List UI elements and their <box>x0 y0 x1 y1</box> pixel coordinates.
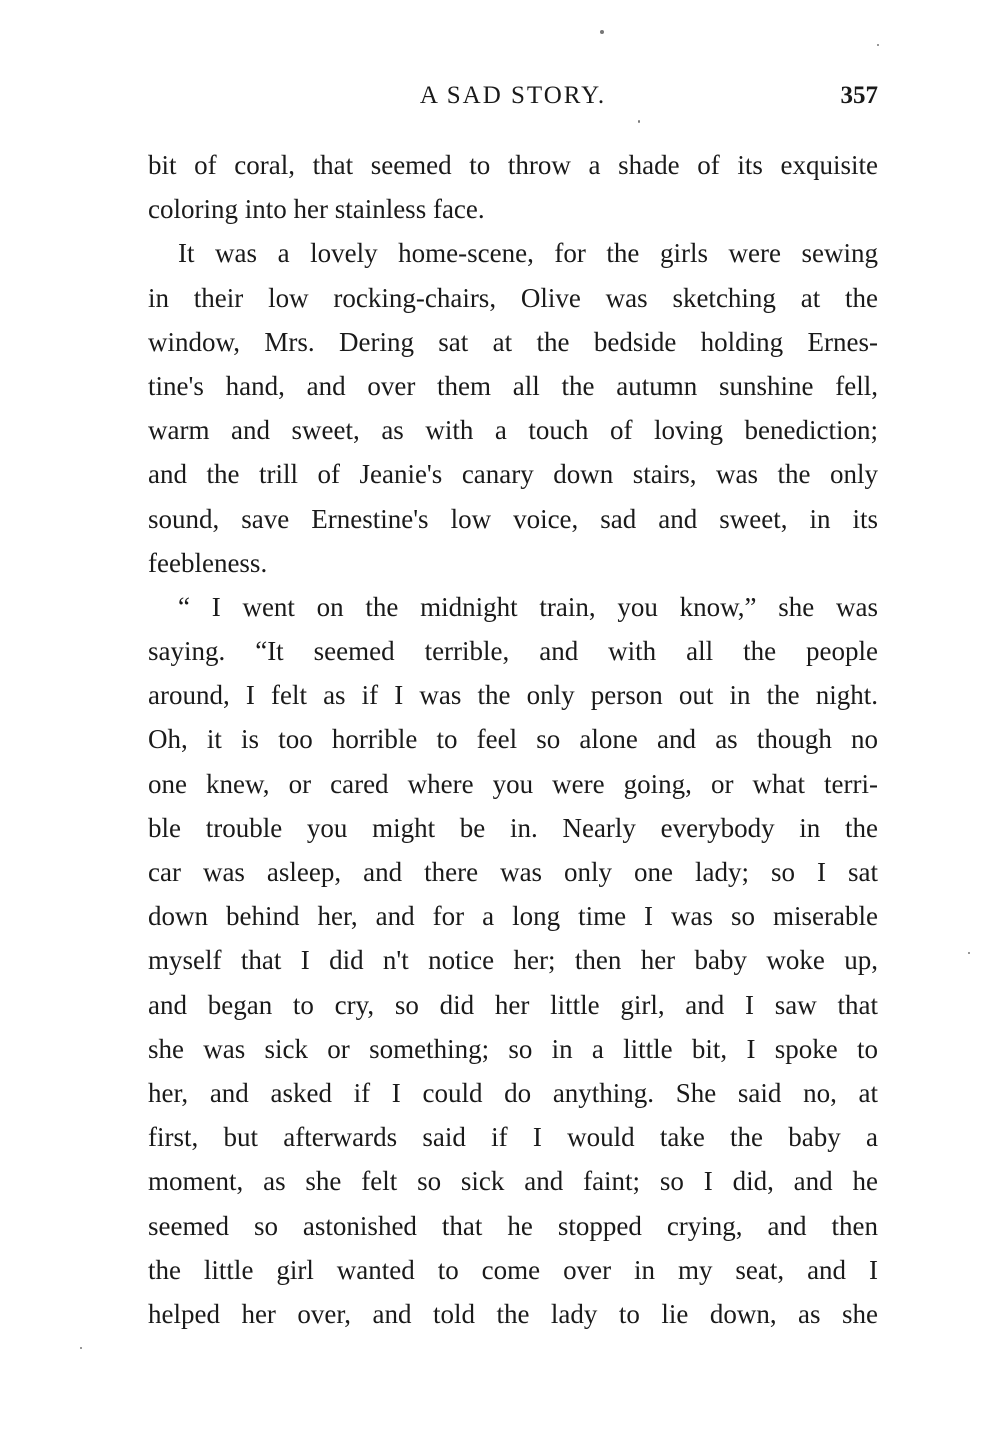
text-line: helped her over, and told the lady to lie down, as she <box>148 1298 878 1329</box>
text-line: moment, as she felt so sick and faint; so I did, and he <box>148 1166 878 1197</box>
text-line: seemed so astonished that he stopped crying, and then <box>148 1210 878 1241</box>
ink-speck <box>600 30 604 34</box>
body-text <box>148 143 878 1336</box>
text-line: saying. “It seemed terrible, and with all the people <box>148 636 878 667</box>
text-line: sound, save Ernestine's low voice, sad and sweet, in its <box>148 503 878 534</box>
text-line: first, but afterwards said if I would take the baby a <box>148 1122 878 1153</box>
page-header <box>148 78 878 114</box>
text-line: myself that I did n't notice her; then her baby woke up, <box>148 945 878 976</box>
paragraph-3 <box>148 585 878 1336</box>
text-line: the little girl wanted to come over in my seat, and I <box>148 1254 878 1285</box>
text-line: around, I felt as if I was the only person out in the night. <box>148 680 878 711</box>
text-line: It was a lovely home-scene, for the girls were sewing <box>178 238 878 269</box>
text-line: one knew, or cared where you were going, or what terri- <box>148 768 878 799</box>
text-line: her, and asked if I could do anything. She said no, at <box>148 1077 878 1108</box>
text-line: ble trouble you might be in. Nearly everybody in the <box>148 812 878 843</box>
text-line: she was sick or something; so in a little bit, I spoke to <box>148 1033 878 1064</box>
text-line: coloring into her stainless face. <box>148 194 485 225</box>
text-line: Oh, it is too horrible to feel so alone and as though no <box>148 724 878 755</box>
paragraph-1 <box>148 143 878 231</box>
page-number: 357 <box>840 82 878 109</box>
paragraph-2 <box>148 231 878 585</box>
text-line: car was asleep, and there was only one lady; so I sat <box>148 857 878 887</box>
ink-speck <box>80 1347 82 1349</box>
text-line: in their low rocking-chairs, Olive was sketching at the <box>148 282 878 313</box>
text-line: window, Mrs. Dering sat at the bedside holding Ernes- <box>148 326 878 357</box>
text-line: down behind her, and for a long time I was so miserable <box>148 901 878 932</box>
text-line: “ I went on the midnight train, you know,” she was <box>178 591 878 622</box>
text-line: feebleness. <box>148 547 268 578</box>
ink-speck <box>968 952 970 954</box>
running-head: A SAD STORY. <box>419 82 607 109</box>
text-line: warm and sweet, as with a touch of loving benediction; <box>148 415 878 446</box>
text-line: bit of coral, that seemed to throw a shade of its exquisite <box>148 150 878 180</box>
text-line: and the trill of Jeanie's canary down stairs, was the only <box>148 459 878 490</box>
text-line: tine's hand, and over them all the autumn sunshine fell, <box>148 370 878 401</box>
text-line: and began to cry, so did her little girl, and I saw that <box>148 989 878 1020</box>
ink-speck <box>877 44 879 46</box>
ink-speck <box>638 120 640 123</box>
